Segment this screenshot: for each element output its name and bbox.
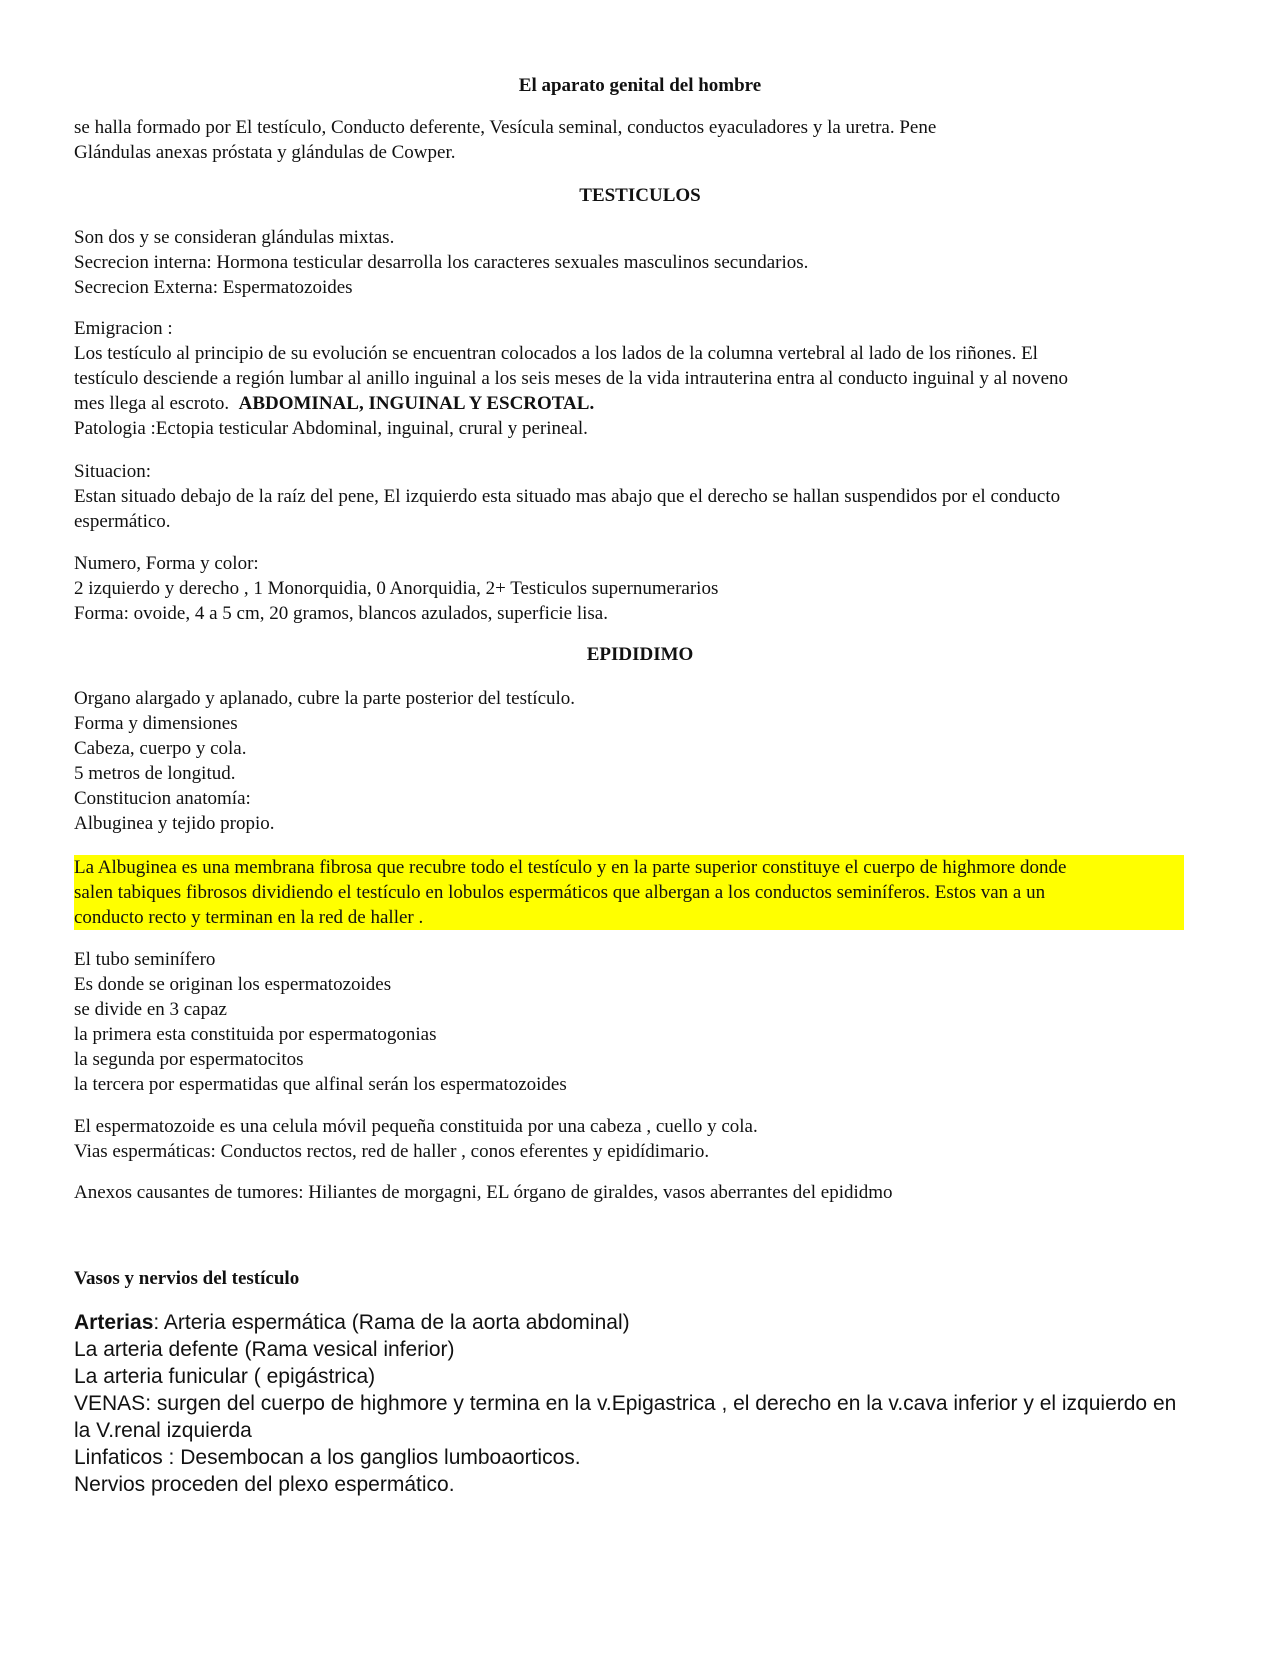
text-line: Secrecion Externa: Espermatozoides — [74, 277, 353, 298]
emphasis-text: ABDOMINAL, INGUINAL Y ESCROTAL. — [238, 393, 595, 414]
text-fragment: : Arteria espermática (Rama de la aorta abdominal) — [153, 1311, 630, 1334]
epididimo-paragraph — [74, 686, 1184, 836]
text-line: Forma y dimensiones — [74, 713, 238, 734]
section-heading-vasos: Vasos y nervios del testículo — [74, 1268, 300, 1289]
text-line: Organo alargado y aplanado, cubre la parte posterior del testículo. — [74, 688, 576, 709]
anexos-paragraph — [74, 1180, 1184, 1205]
text-line: Cabeza, cuerpo y cola. — [74, 738, 247, 759]
text-line: El espermatozoide es una celula móvil pequeña constituida por una cabeza , cuello y cola. — [74, 1116, 758, 1137]
text-line: VENAS: surgen del cuerpo de highmore y termina en la v.Epigastrica , el derecho en la v.cava inferior y el izquierdo en — [74, 1392, 1177, 1415]
intro-line: Glándulas anexas próstata y glándulas de Cowper. — [74, 142, 456, 163]
text-line: Vias espermáticas: Conductos rectos, red de haller , conos eferentes y epidídimario. — [74, 1141, 710, 1162]
emigracion-label: Emigracion : — [74, 318, 173, 339]
text-line: la tercera por espermatidas que alfinal serán los espermatozoides — [74, 1074, 567, 1095]
arterias-label: Arterias — [74, 1311, 154, 1334]
numero-label: Numero, Forma y color: — [74, 553, 259, 574]
text-line: Es donde se originan los espermatozoides — [74, 974, 392, 995]
testiculos-glandulas-paragraph — [74, 225, 1184, 300]
text-line: Anexos causantes de tumores: Hiliantes de morgagni, EL órgano de giraldes, vasos aberrantes del epididmo — [74, 1182, 893, 1203]
intro-paragraph — [74, 115, 1184, 165]
emigracion-paragraph — [74, 316, 1184, 441]
numero-paragraph — [74, 551, 1184, 626]
text-line: Estan situado debajo de la raíz del pene, El izquierdo esta situado mas abajo que el derecho se hallan suspendidos por el conducto — [74, 486, 1061, 507]
text-line: Linfaticos : Desembocan a los ganglios lumboaorticos. — [74, 1446, 581, 1469]
vasos-paragraph — [74, 1309, 1184, 1444]
intro-line: se halla formado por El testículo, Conducto deferente, Vesícula seminal, conductos eyaculadores y la uretra. Pene — [74, 117, 937, 138]
text-line: se divide en 3 capaz — [74, 999, 227, 1020]
text-line: Albuginea y tejido propio. — [74, 813, 275, 834]
espermatozoide-paragraph — [74, 1114, 1184, 1164]
section-heading-testiculos: TESTICULOS — [579, 185, 701, 206]
text-line: la segunda por espermatocitos — [74, 1049, 304, 1070]
text-line — [74, 391, 1184, 416]
text-line: Forma: ovoide, 4 a 5 cm, 20 gramos, blancos azulados, superficie lisa. — [74, 603, 608, 624]
document-title: El aparato genital del hombre — [518, 75, 762, 96]
text-line: espermático. — [74, 511, 171, 532]
text-line: la primera esta constituida por espermatogonias — [74, 1024, 437, 1045]
highlighted-line: salen tabiques fibrosos dividiendo el testículo en lobulos espermáticos que albergan a los conductos seminíferos. Estos van a un — [74, 880, 1184, 905]
text-line: Secrecion interna: Hormona testicular desarrolla los caracteres sexuales masculinos secundarios. — [74, 252, 809, 273]
text-fragment: mes llega al escroto. — [74, 393, 239, 414]
text-line: Nervios proceden del plexo espermático. — [74, 1473, 455, 1496]
situacion-paragraph — [74, 459, 1184, 534]
text-line: Son dos y se consideran glándulas mixtas. — [74, 227, 395, 248]
situacion-label: Situacion: — [74, 461, 152, 482]
text-line: La arteria defente (Rama vesical inferior) — [74, 1338, 455, 1361]
text-line: Constitucion anatomía: — [74, 788, 251, 809]
text-line: 5 metros de longitud. — [74, 763, 236, 784]
text-line: testículo desciende a región lumbar al anillo inguinal a los seis meses de la vida intrauterina entra al conducto inguinal y al noveno — [74, 368, 1069, 389]
text-line: Los testículo al principio de su evolución se encuentran colocados a los lados de la columna vertebral al lado de los riñones. El — [74, 343, 1038, 364]
text-line: la V.renal izquierda — [74, 1419, 252, 1442]
tubo-seminifero-paragraph — [74, 947, 1184, 1097]
highlighted-line: La Albuginea es una membrana fibrosa que recubre todo el testículo y en la parte superior constituye el cuerpo de highmore donde — [74, 855, 1184, 880]
highlighted-paragraph — [74, 855, 1184, 930]
highlighted-line: conducto recto y terminan en la red de haller . — [74, 905, 1184, 930]
text-line — [74, 1309, 1184, 1336]
text-line: 2 izquierdo y derecho , 1 Monorquidia, 0 Anorquidia, 2+ Testiculos supernumerarios — [74, 578, 719, 599]
patologia-line: Patologia :Ectopia testicular Abdominal, inguinal, crural y perineal. — [74, 418, 588, 439]
text-line: El tubo seminífero — [74, 949, 216, 970]
linfaticos-paragraph — [74, 1444, 1184, 1498]
section-heading-epididimo: EPIDIDIMO — [586, 644, 694, 665]
text-line: La arteria funicular ( epigástrica) — [74, 1365, 376, 1388]
